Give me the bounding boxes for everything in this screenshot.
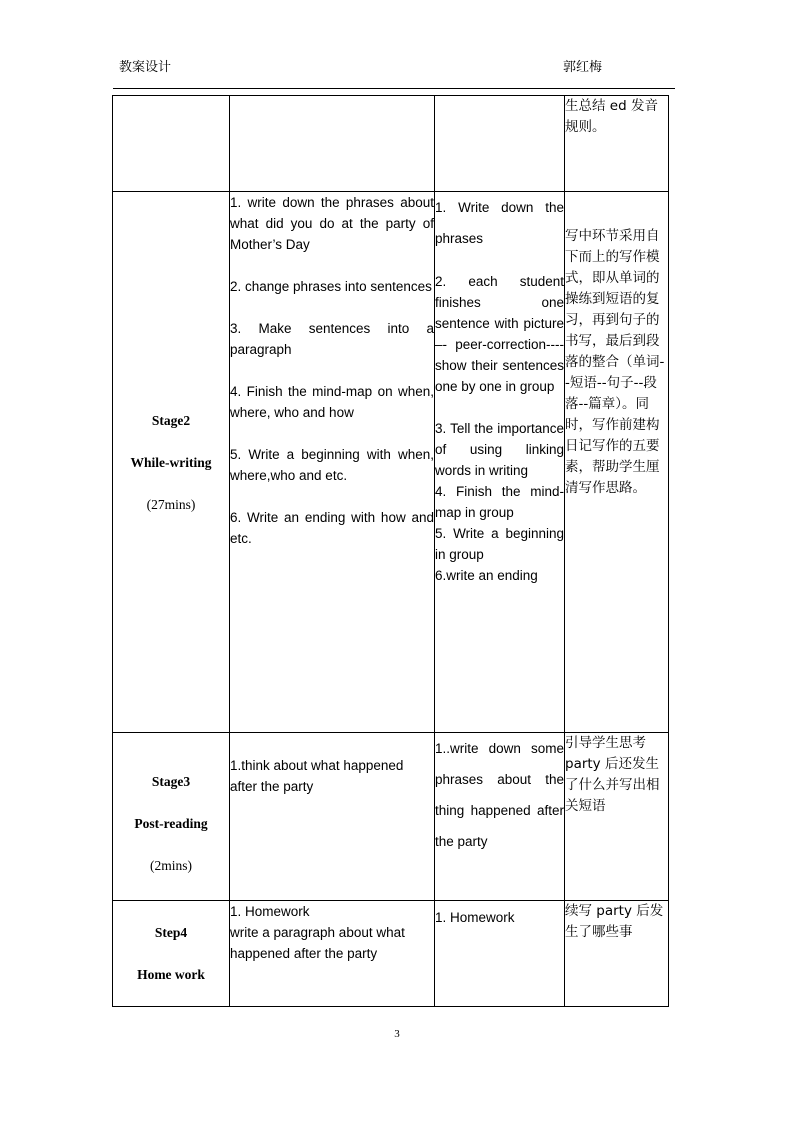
- activity-item: 5. Write a beginning in group: [435, 526, 564, 562]
- activity-item: 4. Finish the mind-map in group: [435, 484, 564, 520]
- activity-item: 1.think about what happened after the party: [230, 758, 404, 794]
- design-note-cell: [565, 901, 669, 1007]
- stage-title: Stage3: [151, 774, 191, 789]
- stage-cell: [113, 733, 230, 901]
- student-activity-cell: [435, 901, 565, 1007]
- teacher-activity-cell: [230, 733, 435, 901]
- table-row: [113, 901, 669, 1007]
- activity-item: 1. Write down the phrases: [435, 200, 564, 246]
- design-note: 续写 party 后发生了哪些事: [565, 903, 664, 940]
- header-left: 教案设计: [119, 60, 172, 75]
- student-activity-cell: [435, 192, 565, 733]
- page-number: 3: [394, 1028, 400, 1040]
- table-row: [113, 192, 669, 733]
- stage-title: Stage2: [151, 412, 191, 428]
- stage-cell: [113, 901, 230, 1007]
- teacher-activity-cell: [230, 96, 435, 192]
- activity-item: 1. write down the phrases about what did you do at the party of Mother’s Day: [230, 195, 434, 252]
- table-row: [113, 733, 669, 901]
- stage-name: Post-reading: [134, 816, 208, 831]
- activity-item: 6. Write an ending with how and etc.: [230, 510, 434, 546]
- design-note: 生总结 ed 发音规则。: [565, 98, 658, 135]
- activity-item: 2. each student finishes one sentence with picture –- peer-correction----show their sentences one by one in group: [435, 274, 564, 394]
- stage-name: Home work: [137, 967, 205, 982]
- activity-item: 2. change phrases into sentences: [230, 279, 432, 294]
- stage-title: Step4: [154, 925, 188, 940]
- activity-item: 6.write an ending: [435, 568, 538, 583]
- lesson-plan-table: [112, 95, 669, 1007]
- design-note: 引导学生思考 party 后还发生了什么并写出相关短语: [565, 735, 660, 814]
- activity-item: write a paragraph about what happened after the party: [230, 925, 405, 961]
- design-note-cell: [565, 733, 669, 901]
- activity-item: 1. Homework: [435, 910, 515, 925]
- student-activity-cell: [435, 733, 565, 901]
- design-note-cell: [565, 192, 669, 733]
- design-note: 写中环节采用自下而上的写作模式，即从单词的操练到短语的复习，再到句子的书写，最后到段落的整合（单词--短语--句子--段落--篇章）。同时，写作前建构日记写作的五要素，帮助学生厘清写作思路。: [565, 228, 665, 496]
- stage-duration: (27mins): [146, 496, 196, 512]
- activity-item: 1. Homework: [230, 904, 310, 919]
- student-activity-cell: [435, 96, 565, 192]
- stage-cell: [113, 192, 230, 733]
- teacher-activity-cell: [230, 192, 435, 733]
- activity-item: 5. Write a beginning with when, where,who and etc.: [230, 447, 434, 483]
- teacher-activity-cell: [230, 901, 435, 1007]
- activity-item: 1..write down some phrases about the thing happened after the party: [435, 741, 564, 849]
- stage-duration: (2mins): [150, 858, 192, 873]
- stage-cell: [113, 96, 230, 192]
- header-right: 郭红梅: [563, 60, 603, 75]
- activity-item: 4. Finish the mind-map on when, where, who and how: [230, 384, 434, 420]
- design-note-cell: [565, 96, 669, 192]
- activity-item: 3. Make sentences into a paragraph: [230, 321, 434, 357]
- header-rule: [113, 88, 675, 89]
- stage-name: While-writing: [130, 454, 212, 470]
- table-row: [113, 96, 669, 192]
- activity-item: 3. Tell the importance of using linking words in writing: [435, 421, 564, 478]
